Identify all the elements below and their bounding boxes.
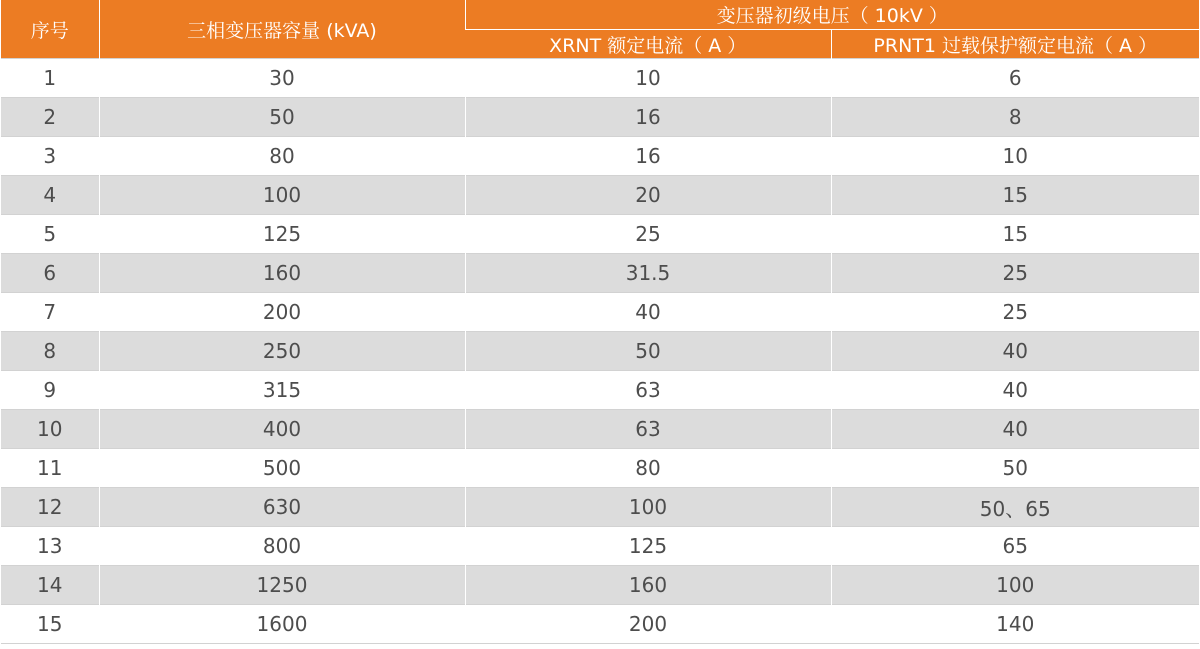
cell-xrnt-current: 125 (465, 527, 831, 566)
cell-index: 10 (1, 410, 99, 449)
cell-capacity: 315 (99, 371, 465, 410)
cell-capacity: 200 (99, 293, 465, 332)
table-row (1, 332, 1199, 371)
cell-index: 5 (1, 215, 99, 254)
table-row (1, 98, 1199, 137)
cell-index: 15 (1, 605, 99, 644)
cell-capacity: 400 (99, 410, 465, 449)
table-body (1, 59, 1199, 644)
cell-capacity: 125 (99, 215, 465, 254)
cell-capacity: 250 (99, 332, 465, 371)
cell-capacity: 50 (99, 98, 465, 137)
header-primary-voltage-group: 变压器初级电压（ 10kV ） (465, 0, 1199, 30)
cell-xrnt-current: 25 (465, 215, 831, 254)
cell-xrnt-current: 63 (465, 371, 831, 410)
cell-xrnt-current: 40 (465, 293, 831, 332)
cell-prnt-current: 50、65 (831, 488, 1199, 527)
cell-prnt-current: 25 (831, 254, 1199, 293)
cell-xrnt-current: 31.5 (465, 254, 831, 293)
cell-capacity: 630 (99, 488, 465, 527)
cell-prnt-current: 100 (831, 566, 1199, 605)
header-capacity: 三相变压器容量 (kVA) (99, 0, 465, 59)
header-prnt-current: PRNT1 过载保护额定电流（ A ） (831, 30, 1199, 59)
cell-xrnt-current: 63 (465, 410, 831, 449)
cell-capacity: 160 (99, 254, 465, 293)
cell-prnt-current: 10 (831, 137, 1199, 176)
table-row (1, 293, 1199, 332)
cell-xrnt-current: 100 (465, 488, 831, 527)
cell-prnt-current: 50 (831, 449, 1199, 488)
table-row (1, 410, 1199, 449)
cell-capacity: 800 (99, 527, 465, 566)
cell-xrnt-current: 16 (465, 98, 831, 137)
cell-xrnt-current: 160 (465, 566, 831, 605)
cell-prnt-current: 40 (831, 410, 1199, 449)
table-row (1, 254, 1199, 293)
cell-index: 6 (1, 254, 99, 293)
cell-index: 7 (1, 293, 99, 332)
table-row (1, 566, 1199, 605)
cell-capacity: 100 (99, 176, 465, 215)
cell-index: 1 (1, 59, 99, 98)
cell-index: 9 (1, 371, 99, 410)
cell-xrnt-current: 16 (465, 137, 831, 176)
cell-xrnt-current: 20 (465, 176, 831, 215)
header-index: 序号 (1, 0, 99, 59)
table-row (1, 605, 1199, 644)
cell-capacity: 30 (99, 59, 465, 98)
cell-capacity: 500 (99, 449, 465, 488)
table-row (1, 137, 1199, 176)
cell-prnt-current: 25 (831, 293, 1199, 332)
cell-prnt-current: 6 (831, 59, 1199, 98)
cell-capacity: 1250 (99, 566, 465, 605)
cell-capacity: 1600 (99, 605, 465, 644)
cell-prnt-current: 15 (831, 215, 1199, 254)
header-xrnt-current: XRNT 额定电流（ A ） (465, 30, 831, 59)
cell-index: 2 (1, 98, 99, 137)
cell-prnt-current: 40 (831, 371, 1199, 410)
cell-index: 13 (1, 527, 99, 566)
cell-xrnt-current: 50 (465, 332, 831, 371)
cell-prnt-current: 40 (831, 332, 1199, 371)
cell-index: 12 (1, 488, 99, 527)
table-row (1, 449, 1199, 488)
cell-xrnt-current: 200 (465, 605, 831, 644)
table-row (1, 176, 1199, 215)
cell-index: 14 (1, 566, 99, 605)
cell-index: 4 (1, 176, 99, 215)
cell-prnt-current: 65 (831, 527, 1199, 566)
cell-index: 11 (1, 449, 99, 488)
cell-prnt-current: 140 (831, 605, 1199, 644)
table-row (1, 371, 1199, 410)
table-row (1, 527, 1199, 566)
cell-index: 3 (1, 137, 99, 176)
cell-index: 8 (1, 332, 99, 371)
table-row (1, 59, 1199, 98)
cell-xrnt-current: 10 (465, 59, 831, 98)
table-header (1, 0, 1199, 59)
table-row (1, 215, 1199, 254)
cell-xrnt-current: 80 (465, 449, 831, 488)
cell-prnt-current: 15 (831, 176, 1199, 215)
table-row (1, 488, 1199, 527)
cell-capacity: 80 (99, 137, 465, 176)
fuse-rating-table (1, 0, 1199, 644)
cell-prnt-current: 8 (831, 98, 1199, 137)
